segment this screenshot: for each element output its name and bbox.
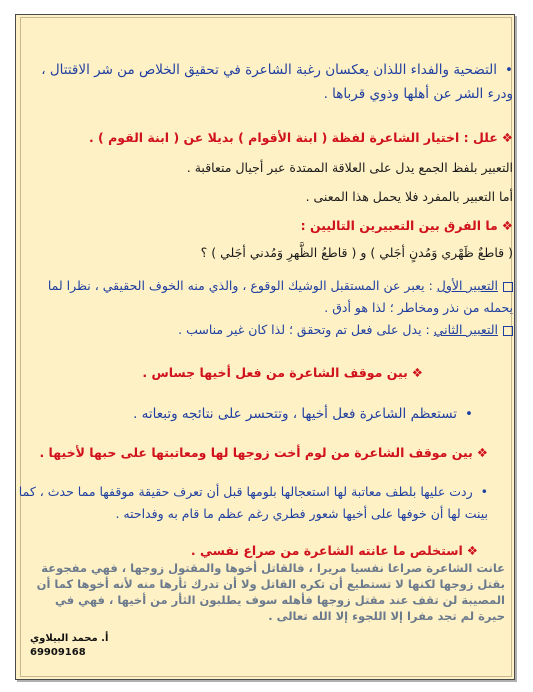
paragraph-conflict: عانت الشاعرة صراعا نفسيا مريرا ، فالقاتل أخوها والمقتول زوجها ، فهي مفجوعة بقتل زوجها لكنها لا تستطيع أن تكره القاتل ولا أن تدرك ثأرها منه لأنه أخوها كما أن المصيبة لن تقف عند مقتل زوجها فأهله سوف يطلبون الثأر من أخيها ، فهي في حيرة لم تجد مفرا إلا اللجوء إلا الله تعالى . <box>36 561 505 623</box>
heading-jassas <box>18 362 423 384</box>
signature <box>30 632 108 660</box>
author-phone: 69909168 <box>30 647 86 658</box>
expressions: ( قاطعٌ ظَهْري وَمُدنٍ أجَلي ) و ( قاطعُ الظَّهرِ وَمُدني أجَلي ) ؟ <box>200 245 513 260</box>
first-expression-text: : يعبر عن المستقبل الوشيك الوقوع ، والذي منه الخوف الحقيقي ، نظرا لما يحمله من نذر ومخاطر ؛ لذا هو أدق . <box>47 278 513 315</box>
author-name: أ. محمد البيلاوي <box>30 633 109 644</box>
heading-conflict-text: استخلص ما عانته الشاعرة من صراع نفسي . <box>190 543 463 558</box>
bullet-sister-in-law-text: ردت عليها بلطف معاتبة لها استعجالها بلومها قبل أن تعرف حقيقة موقفها مما حدث ، كما بينت لها أن خوفها على أخيها شعور فطري رغم عظم ما قام به وفداحته . <box>18 484 488 521</box>
answer-second-expression <box>18 319 513 341</box>
first-expression-label: التعبير الأول <box>436 278 498 293</box>
bullet-jassas <box>18 402 473 426</box>
heading-conflict <box>18 540 478 562</box>
heading-sister-in-law <box>18 442 488 464</box>
answer-first-expression <box>18 275 513 319</box>
question-justify-text: علل : اختيار الشاعرة لفظة ( ابنة الأقوام ) بديلا عن ( ابنة القوم ) . <box>88 130 498 145</box>
checkbox-icon <box>503 326 513 336</box>
checkbox-icon <box>503 282 513 292</box>
second-expression-label: التعبير الثاني <box>433 322 498 337</box>
bullet-jassas-text: تستعظم الشاعرة فعل أخيها ، وتتحسر على نتائجه وتبعاته . <box>133 406 458 422</box>
question-difference <box>18 215 513 237</box>
question-justify <box>18 127 513 149</box>
heading-jassas-text: بين موقف الشاعرة من فعل أخيها جساس . <box>142 365 408 380</box>
second-expression-text: : يدل على فعل تم وتحقق ؛ لذا كان غير مناسب . <box>178 322 430 337</box>
bullet-sacrifice-text: التضحية والفداء اللذان يعكسان رغبة الشاعرة في تحقيق الخلاص من شر الاقتتال ، ودرء الشر عن أهلها وذوي قرباها . <box>41 62 513 102</box>
question-difference-text: ما الفرق بين التعبيرين التاليين : <box>300 218 498 233</box>
bullet-sister-in-law <box>18 481 488 525</box>
heading-sister-in-law-text: بين موقف الشاعرة من لوم أخت زوجها لها ومعاتبتها على حبها لأخيها . <box>39 445 473 460</box>
bullet-sacrifice <box>18 58 513 106</box>
answer-singular: أما التعبير بالمفرد فلا يحمل هذا المعنى . <box>305 189 513 204</box>
answer-plural: التعبير بلفظ الجمع يدل على العلاقة الممتدة عبر أجيال متعاقبة . <box>186 160 513 175</box>
